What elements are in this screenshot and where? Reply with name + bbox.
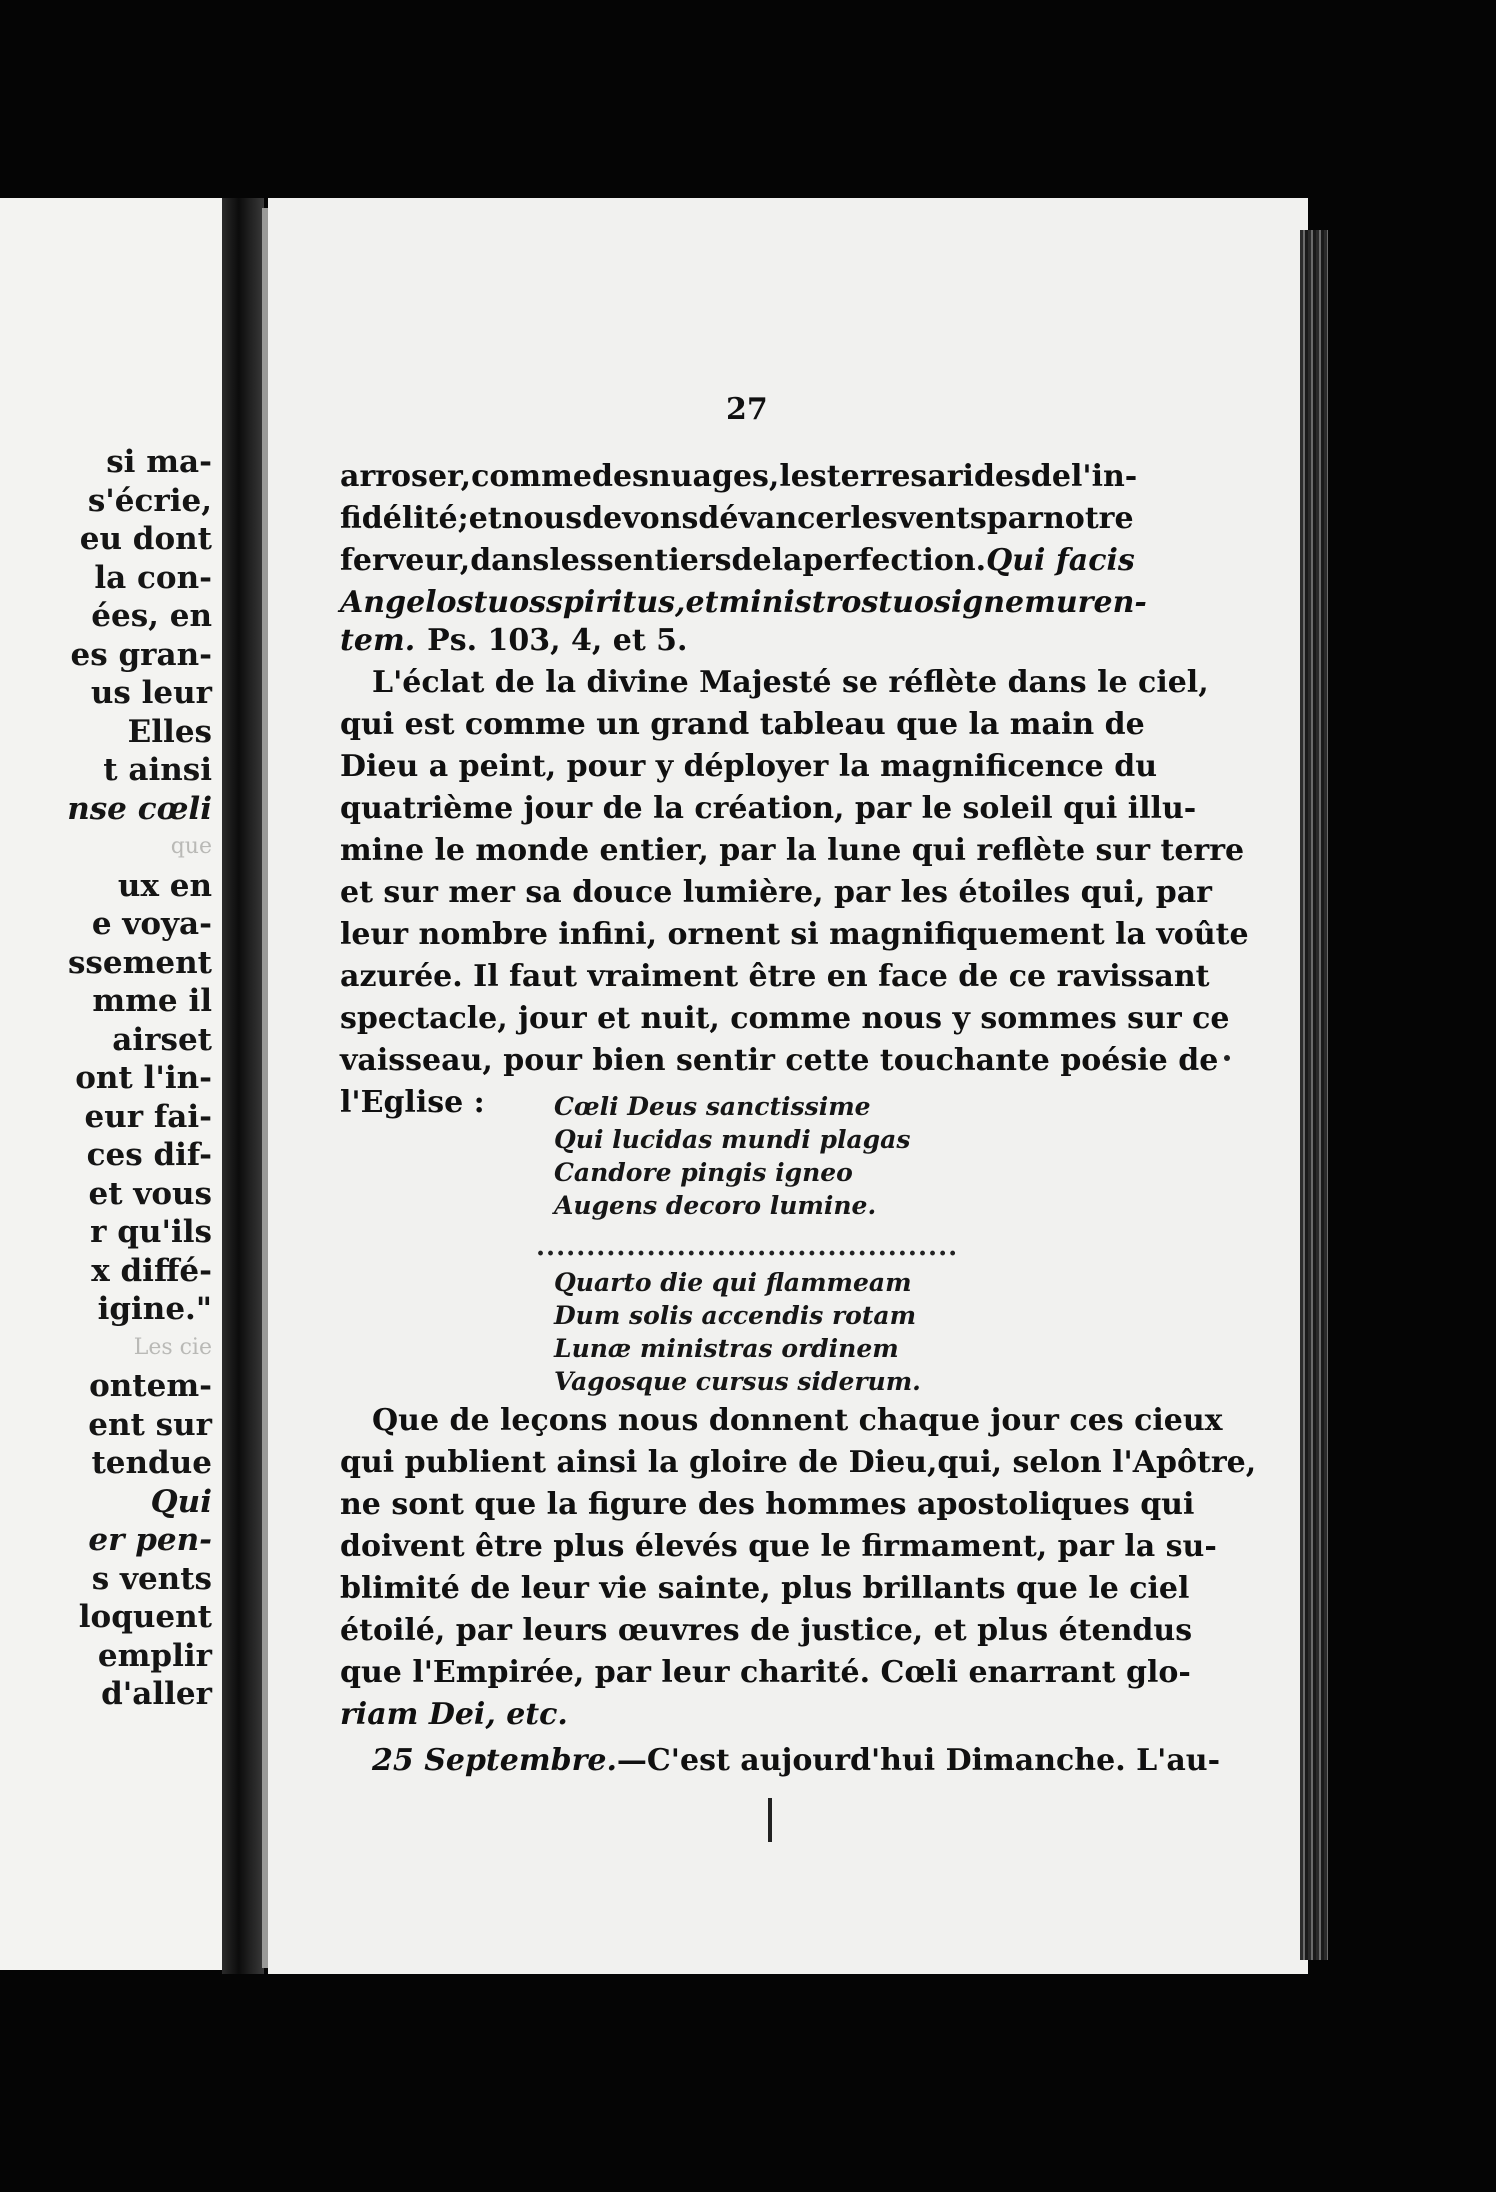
left-page-line: eu dont <box>79 521 212 557</box>
dated-entry-line <box>372 1740 1221 1782</box>
line-text: quatrième jour de la création, par le soleil qui illu- <box>340 791 1197 826</box>
left-page-line: ux en <box>117 867 212 904</box>
left-page-line: er pen- <box>88 1522 212 1558</box>
verse-line: Candore pingis igneo <box>554 1158 853 1187</box>
line-text: ne sont que la figure des hommes apostoliques qui <box>340 1487 1195 1522</box>
left-page-line: mme il <box>92 983 212 1019</box>
word: les <box>549 543 597 578</box>
left-page-line: tendue <box>91 1445 212 1481</box>
paragraph-line <box>340 582 1147 624</box>
verse-line: Augens decoro lumine. <box>554 1191 877 1220</box>
left-page <box>0 198 222 1970</box>
left-page-line: us leur <box>90 675 212 711</box>
word: Angelos <box>340 585 474 620</box>
paragraph-line <box>340 540 1135 582</box>
paragraph-line <box>372 662 1209 704</box>
line-text: blimité de leur vie sainte, plus brillants que le ciel <box>340 1571 1190 1606</box>
left-page-line: ont l'in- <box>75 1060 212 1096</box>
line-text: qui publient ainsi la gloire de Dieu,qui, selon l'Apôtre, <box>340 1445 1257 1480</box>
word: tuos <box>878 585 951 620</box>
line-text: L'éclat de la divine Majesté se réflète dans le ciel, <box>372 665 1209 700</box>
word: nous <box>501 501 583 536</box>
word: dans <box>470 543 550 578</box>
left-page-line: s'écrie, <box>87 482 212 519</box>
left-page-line: es gran- <box>70 636 212 673</box>
left-page-line: r qu'ils <box>90 1214 212 1250</box>
word: et <box>468 501 502 536</box>
paragraph-line <box>340 872 1212 914</box>
pencil-mark <box>768 1798 772 1842</box>
verse-separator: .......................................... <box>536 1232 959 1262</box>
left-page-line: et vous <box>88 1175 212 1212</box>
line-text: leur nombre infini, ornent si magnifiquement la voûte <box>340 917 1249 952</box>
line-text: vaisseau, pour bien sentir cette touchante poésie de <box>340 1043 1219 1078</box>
verse-line: Vagosque cursus siderum. <box>554 1367 921 1396</box>
left-page-line: ent sur <box>88 1406 212 1443</box>
word: des <box>591 459 649 494</box>
word: de <box>1030 459 1071 494</box>
word: arroser, <box>340 459 472 494</box>
paragraph-line <box>340 1610 1193 1652</box>
line-text: spectacle, jour et nuit, comme nous y sommes sur ce <box>340 1001 1230 1036</box>
left-page-line: s vents <box>91 1560 212 1597</box>
word: spiritus, <box>546 585 686 620</box>
line-text: doivent être plus élevés que le firmament, par la su- <box>340 1529 1217 1564</box>
left-page-line: emplir <box>97 1637 212 1674</box>
page-number: 27 <box>726 392 768 427</box>
page-edges <box>1300 230 1328 1960</box>
paragraph-line <box>340 620 1100 662</box>
left-page-line: e voya- <box>91 906 212 942</box>
paragraph-line <box>340 956 1210 998</box>
left-page-line: Les cie <box>133 1334 212 1360</box>
line-text: et sur mer sa douce lumière, par les étoiles qui, par <box>340 875 1212 910</box>
word: tem. <box>340 623 416 658</box>
left-page-line: Elles <box>127 713 212 750</box>
word: sentiers <box>596 543 732 578</box>
word: vents <box>897 501 987 536</box>
line-text: que l'Empirée, par leur charité. Cœli enarrant glo- <box>340 1655 1191 1690</box>
paragraph-line <box>340 498 1134 540</box>
verse-line: Cœli Deus sanctissime <box>554 1092 871 1121</box>
left-page-line: eur fai- <box>84 1098 212 1135</box>
left-page-line: ssement <box>67 944 212 981</box>
line-text: étoilé, par leurs œuvres de justice, et plus étendus <box>340 1613 1193 1648</box>
left-page-line: x diffé- <box>91 1252 212 1289</box>
line-text: azurée. Il faut vraiment être en face de ce ravissant <box>340 959 1210 994</box>
line-text: qui est comme un grand tableau que la main de <box>340 707 1145 742</box>
line-text: Que de leçons nous donnent chaque jour ces cieux <box>372 1403 1223 1438</box>
word: les <box>779 459 827 494</box>
paragraph-line <box>340 788 1197 830</box>
verse-line: Qui lucidas mundi plagas <box>554 1125 911 1154</box>
paragraph-line <box>340 746 1158 788</box>
word: ignem <box>950 585 1056 620</box>
word: Qui facis <box>986 543 1135 578</box>
line-text: l'Eglise : <box>340 1085 485 1120</box>
paragraph-line <box>340 914 1249 956</box>
entry-date: 25 Septembre. <box>372 1743 617 1778</box>
paragraph-line <box>340 704 1145 746</box>
word: terres <box>826 459 928 494</box>
left-page-line: Qui <box>150 1483 212 1520</box>
word: Ps. 103, 4, et 5. <box>427 623 688 658</box>
word: ; <box>457 501 469 536</box>
word: tuos <box>473 585 547 620</box>
word: dévancer <box>698 501 851 536</box>
book-gutter <box>222 198 264 1974</box>
line-text: riam Dei, etc. <box>340 1697 568 1732</box>
entry-text: —C'est aujourd'hui Dimanche. L'au- <box>616 1743 1221 1778</box>
word: par <box>986 501 1043 536</box>
paragraph-line <box>340 830 1245 872</box>
left-page-line: d'aller <box>101 1676 212 1712</box>
word: la <box>771 543 803 578</box>
word: nuages, <box>648 459 780 494</box>
word: comme <box>471 459 592 494</box>
paragraph-line <box>340 1652 1191 1694</box>
paragraph-line <box>340 1694 1100 1736</box>
paragraph-line <box>340 1040 1219 1082</box>
word: les <box>850 501 898 536</box>
verse-line: Quarto die qui flammeam <box>554 1268 912 1297</box>
word: de <box>731 543 772 578</box>
left-page-line: que <box>170 834 212 859</box>
word: devons <box>582 501 699 536</box>
paragraph-line <box>372 1400 1223 1442</box>
word: fidélité <box>340 501 458 536</box>
left-page-line: ées, en <box>91 598 212 634</box>
left-page-line: t ainsi <box>103 752 212 788</box>
word: arides <box>927 459 1031 494</box>
word: ferveur, <box>340 543 471 578</box>
paragraph-line <box>340 1442 1257 1484</box>
paragraph-line <box>340 1568 1190 1610</box>
left-page-line: ontem- <box>89 1368 212 1404</box>
word: ministros <box>718 585 879 620</box>
left-page-line: nse cœli <box>67 790 212 827</box>
word: uren- <box>1055 585 1147 620</box>
left-page-line: igine." <box>97 1291 212 1327</box>
left-page-line: airset <box>112 1021 212 1058</box>
line-text: Dieu a peint, pour y déployer la magnificence du <box>340 749 1158 784</box>
word: notre <box>1043 501 1134 536</box>
left-page-line: loquent <box>78 1599 212 1635</box>
verse-line: Dum solis accendis rotam <box>554 1301 917 1330</box>
left-page-line: ces dif- <box>86 1137 212 1173</box>
word: l'in- <box>1070 459 1138 494</box>
ink-dot <box>1224 1055 1230 1061</box>
word: perfection. <box>802 543 987 578</box>
line-text: mine le monde entier, par la lune qui reflète sur terre <box>340 833 1245 868</box>
paragraph-line <box>340 1526 1217 1568</box>
paragraph-line <box>340 456 1138 498</box>
verse-line: Lunæ ministras ordinem <box>554 1334 899 1363</box>
word: et <box>685 585 719 620</box>
left-page-line: si ma- <box>106 444 212 480</box>
left-page-line: la con- <box>94 559 212 596</box>
paragraph-line <box>340 1484 1195 1526</box>
paragraph-line <box>340 998 1230 1040</box>
